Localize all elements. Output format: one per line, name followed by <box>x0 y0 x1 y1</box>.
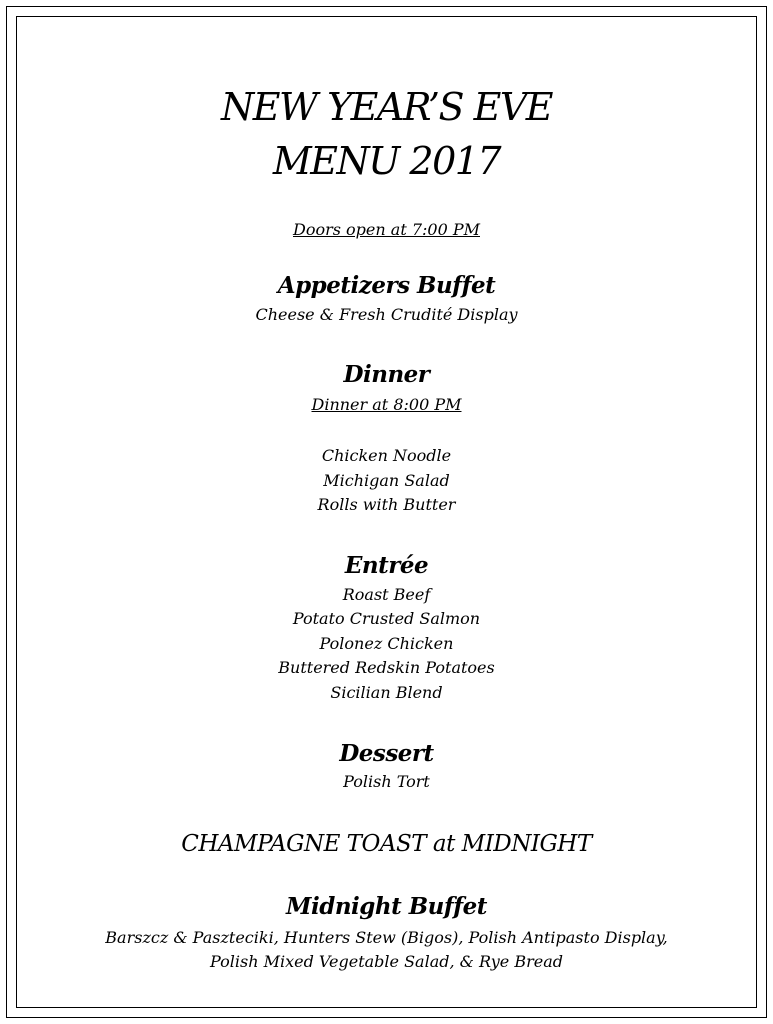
title-line-1: NEW YEAR’S EVE <box>220 85 553 129</box>
dinner-time: Dinner at 8:00 PM <box>311 395 462 414</box>
champagne-toast-banner: CHAMPAGNE TOAST at MIDNIGHT <box>181 831 592 857</box>
appetizer-item: Cheese & Fresh Crudité Display <box>255 305 518 324</box>
dinner-heading: Dinner <box>343 361 430 388</box>
appetizers-heading: Appetizers Buffet <box>277 272 496 299</box>
midnight-buffet-line: Polish Mixed Vegetable Salad, & Rye Bread <box>210 952 563 971</box>
midnight-buffet-line: Barszcz & Paszteciki, Hunters Stew (Bigos), Polish Antipasto Display, <box>105 928 668 947</box>
entree-item: Roast Beef <box>342 585 431 604</box>
entree-item: Sicilian Blend <box>330 683 443 702</box>
entree-item: Polonez Chicken <box>319 634 454 653</box>
dinner-item: Chicken Noodle <box>321 446 452 465</box>
entree-item: Potato Crusted Salmon <box>292 609 481 628</box>
title-line-2: MENU 2017 <box>272 139 501 183</box>
dessert-item: Polish Tort <box>343 772 430 791</box>
entree-heading: Entrée <box>344 552 429 579</box>
midnight-buffet-heading: Midnight Buffet <box>286 893 487 920</box>
entree-item: Buttered Redskin Potatoes <box>278 658 495 677</box>
dinner-item: Michigan Salad <box>323 471 450 490</box>
dessert-heading: Dessert <box>339 740 434 767</box>
dinner-item: Rolls with Butter <box>317 495 456 514</box>
doors-open-time: Doors open at 7:00 PM <box>293 220 480 239</box>
